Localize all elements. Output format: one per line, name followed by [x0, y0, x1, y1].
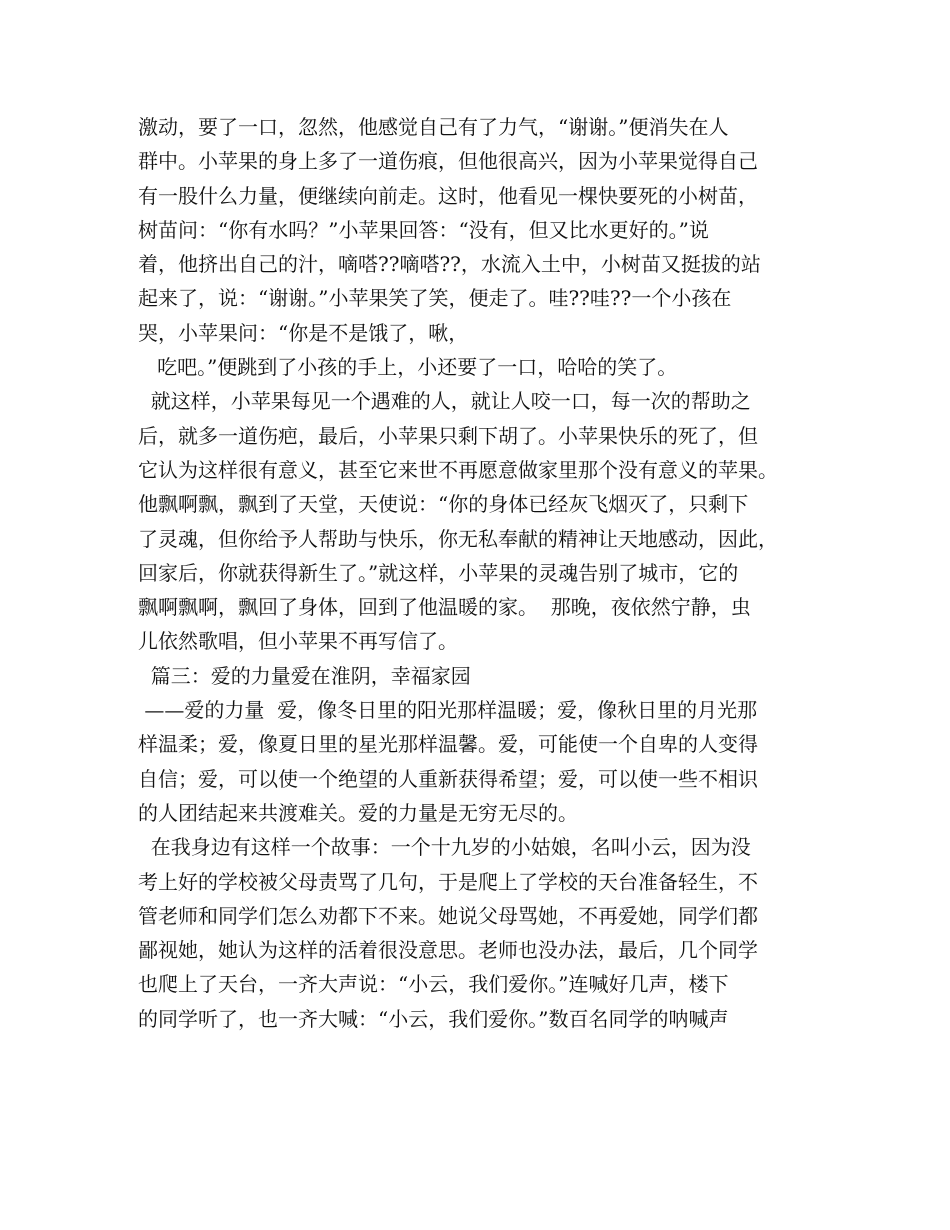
text-line: 有一股什么力量，便继续向前走。这时，他看见一棵快要死的小树苗， — [138, 183, 758, 208]
body-text — [138, 110, 828, 1036]
text-line: 自信；爱，可以使一个绝望的人重新获得希望；爱，可以使一些不相识 — [138, 766, 758, 791]
text-line: 也爬上了天台，一齐大声说：“小云，我们爱你。”连喊好几声，楼下 — [138, 972, 729, 997]
text-line: 了灵魂，但你给予人帮助与快乐，你无私奉献的精神让天地感动，因此， — [138, 526, 778, 551]
text-line: 哭，小苹果问：“你是不是饿了，啾， — [138, 320, 469, 345]
text-line: 激动，要了一口，忽然，他感觉自己有了力气，“谢谢。”便消失在人 — [138, 115, 729, 139]
text-line: 就这样，小苹果每见一个遇难的人，就让人咬一口，每一次的帮助之 — [138, 389, 751, 414]
text-line: 的同学听了，也一齐大喊：“小云，我们爱你。”数百名同学的呐喊声 — [138, 1006, 729, 1031]
text-line: 儿依然歌唱，但小苹果不再写信了。 — [138, 629, 458, 654]
text-line: 它认为这样很有意义，甚至它来世不再愿意做家里那个没有意义的苹果。 — [138, 457, 778, 482]
text-line: 树苗问：“你有水吗？”小苹果回答：“没有，但又比水更好的。”说 — [138, 217, 709, 242]
text-line: 样温柔；爱，像夏日里的星光那样温馨。爱，可能使一个自卑的人变得 — [138, 732, 758, 757]
text-line: 着，他挤出自己的汁，嘀嗒??嘀嗒??，水流入土中，小树苗又挺拔的站 — [138, 252, 761, 277]
text-line: 后，就多一道伤疤，最后，小苹果只剩下胡了。小苹果快乐的死了，但 — [138, 423, 758, 448]
text-line: 在我身边有这样一个故事：一个十九岁的小姑娘，名叫小云，因为没 — [138, 835, 751, 860]
text-line: 回家后，你就获得新生了。”就这样，小苹果的灵魂告别了城市，它的 — [138, 560, 739, 585]
text-line: 飘啊飘啊，飘回了身体，回到了他温暖的家。 那晚，夜依然宁静，虫 — [138, 595, 751, 620]
text-line: 的人团结起来共渡难关。爱的力量是无穷无尽的。 — [138, 800, 578, 825]
text-line: 群中。小苹果的身上多了一道伤痕，但他很高兴，因为小苹果觉得自己 — [138, 149, 758, 174]
text-line: 管老师和同学们怎么劝都下不来。她说父母骂她，不再爱她，同学们都 — [138, 903, 758, 928]
text-line: 起来了，说：“谢谢。”小苹果笑了笑，便走了。哇??哇??一个小孩在 — [138, 286, 732, 311]
text-line: 吃吧。”便跳到了小孩的手上，小还要了一口，哈哈的笑了。 — [138, 355, 678, 380]
text-line: 鄙视她，她认为这样的活着很没意思。老师也没办法，最后，几个同学 — [138, 938, 758, 963]
text-line: 考上好的学校被父母责骂了几句，于是爬上了学校的天台准备轻生，不 — [138, 869, 758, 894]
text-line: ——爱的力量 爱，像冬日里的阳光那样温暖；爱，像秋日里的月光那 — [138, 698, 758, 723]
text-line: 他飘啊飘，飘到了天堂，天使说：“你的身体已经灰飞烟灭了，只剩下 — [138, 492, 749, 517]
section-heading: 篇三：爱的力量爱在淮阴，幸福家园 — [138, 663, 471, 688]
